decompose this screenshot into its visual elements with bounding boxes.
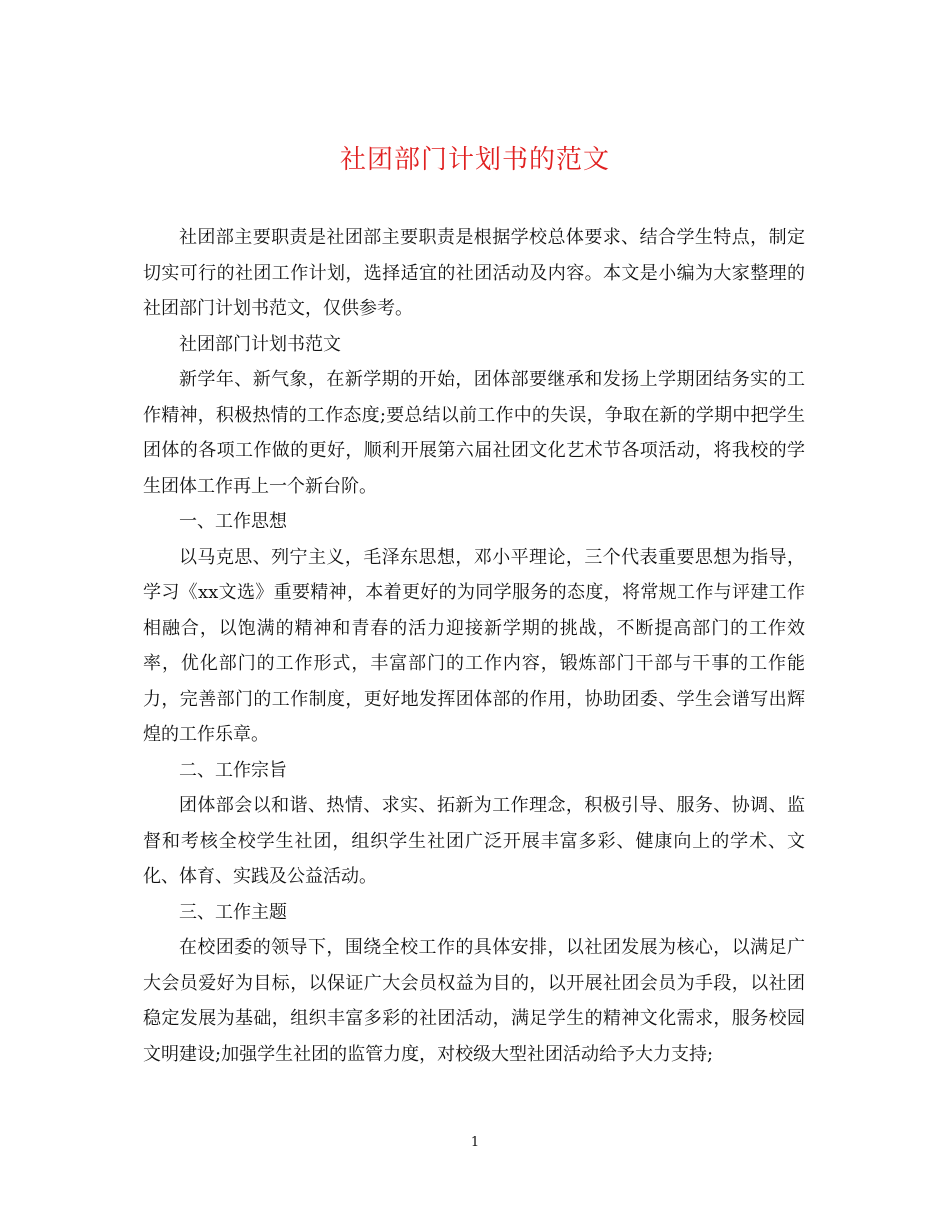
heading-work-thought: 一、工作思想 xyxy=(179,511,287,532)
body-paragraph: 以马克思、列宁主义，毛泽东思想，邓小平理论，三个代表重要思想为指导，学习《xx文选》重要精神，本着更好的为同学服务的态度，将常规工作与评建工作相融合，以饱满的精神和青春的活力迎接新学期的挑战，不断提高部门的工作效率，优化部门的工作形式，丰富部门的工作内容，锻炼部门干部与干事的工作能力，完善部门的工作制度，更好地发挥团体部的作用，协助团委、学生会谱写出辉煌的工作乐章。 xyxy=(143,546,805,745)
body-paragraph: 新学年、新气象，在新学期的开始，团体部要继承和发扬上学期团结务实的工作精神，积极热情的工作态度;要总结以前工作中的失误，争取在新的学期中把学生团体的各项工作做的更好，顺利开展第六届社团文化艺术节各项活动，将我校的学生团体工作再上一个新台阶。 xyxy=(143,369,805,497)
body-paragraph: 在校团委的领导下，围绕全校工作的具体安排，以社团发展为核心，以满足广大会员爱好为目标，以保证广大会员权益为目的，以开展社团会员为手段，以社团稳定发展为基础，组织丰富多彩的社团活动，满足学生的精神文化需求，服务校园文明建设;加强学生社团的监管力度，对校级大型社团活动给予大力支持; xyxy=(143,937,805,1065)
intro-paragraph: 社团部主要职责是社团部主要职责是根据学校总体要求、结合学生特点，制定切实可行的社团工作计划，选择适宜的社团活动及内容。本文是小编为大家整理的社团部门计划书范文，仅供参考。 xyxy=(143,227,805,319)
section-label-sample: 社团部门计划书范文 xyxy=(179,333,341,355)
document-body xyxy=(143,220,805,1072)
body-paragraph: 团体部会以和谐、热情、求实、拓新为工作理念，积极引导、服务、协调、监督和考核全校学生社团，组织学生社团广泛开展丰富多彩、健康向上的学术、文化、体育、实践及公益活动。 xyxy=(143,795,805,887)
page-number: 1 xyxy=(470,1135,480,1150)
heading-work-theme: 三、工作主题 xyxy=(179,901,287,923)
document-title: 社团部门计划书的范文 xyxy=(339,145,610,175)
heading-work-purpose: 二、工作宗旨 xyxy=(179,759,287,781)
